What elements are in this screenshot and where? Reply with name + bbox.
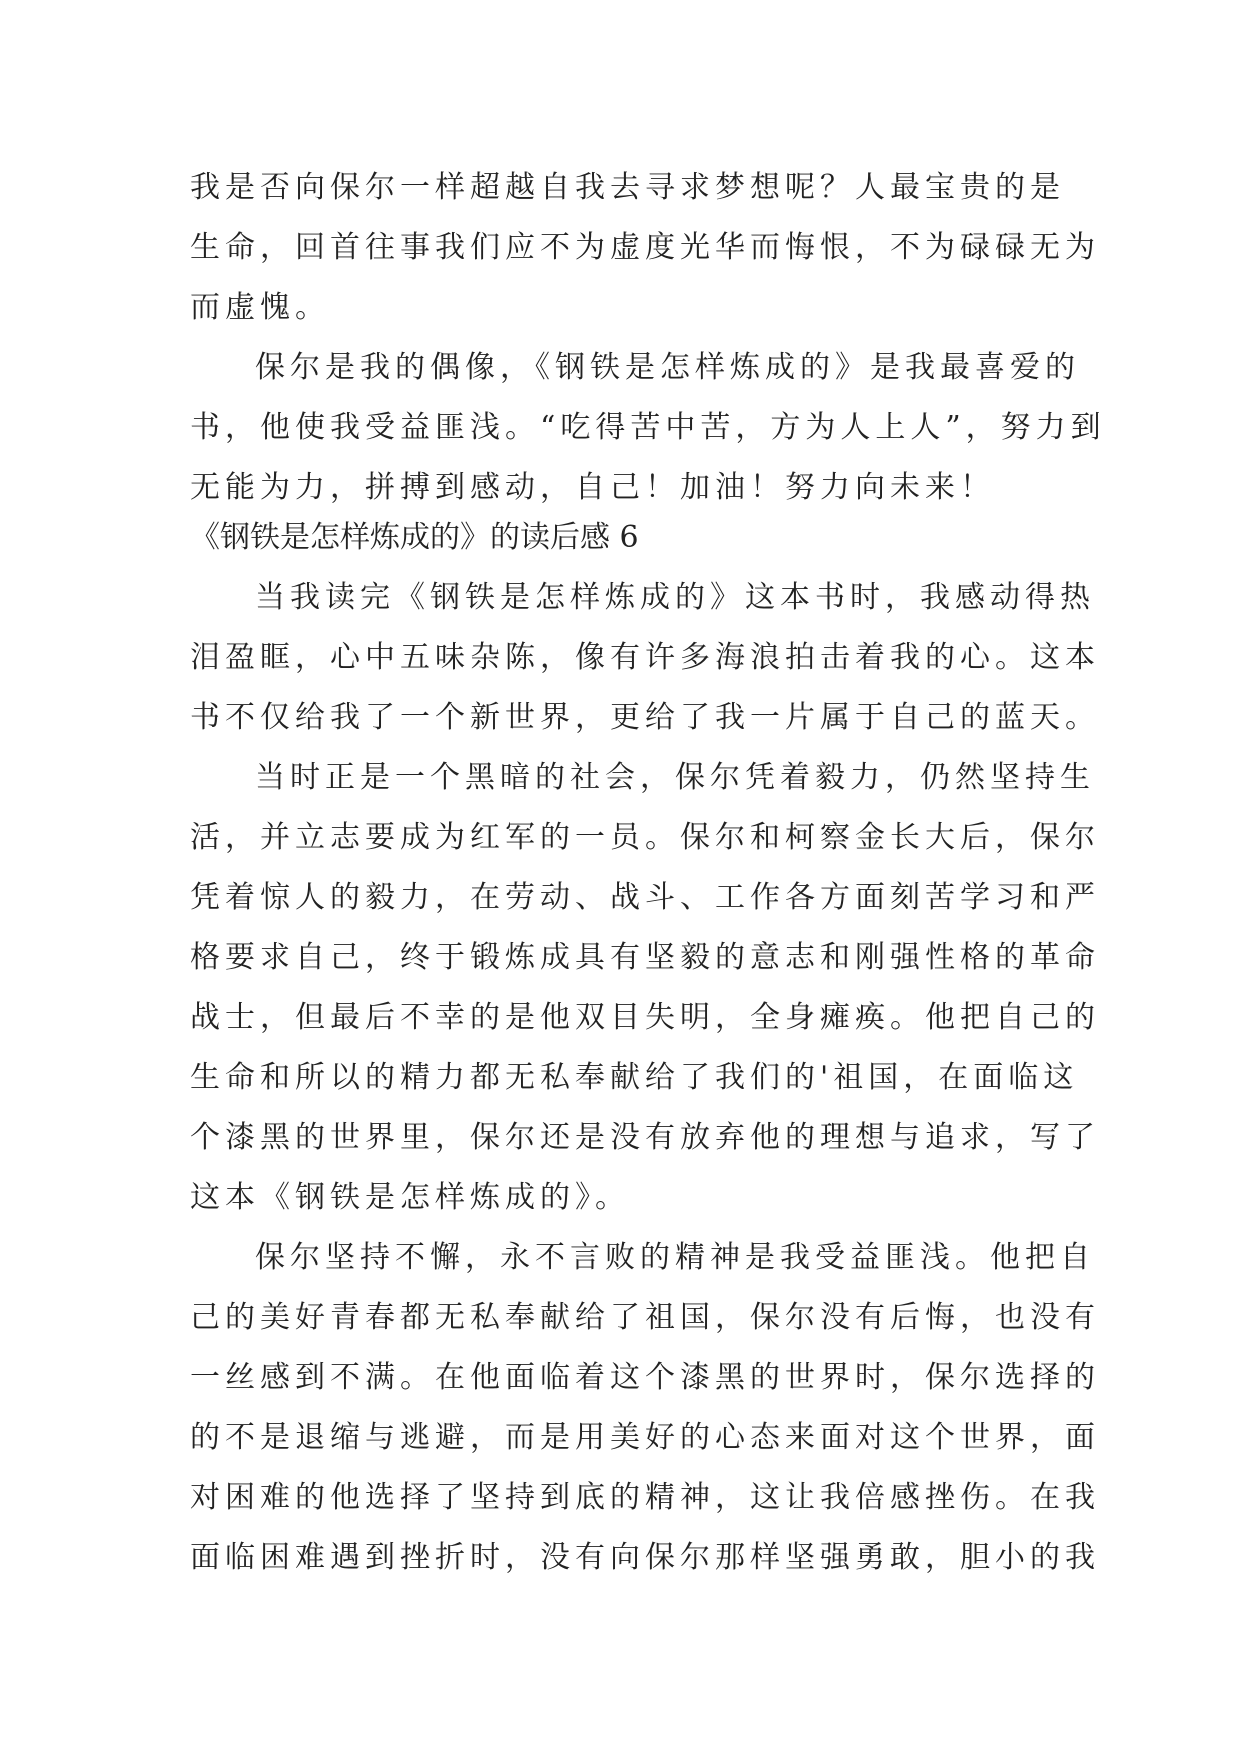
text-line: 无能为力，拼搏到感动，自己！加油！努力向未来！ xyxy=(190,470,995,505)
paragraph-first-line: 保尔坚持不懈，永不言败的精神是我受益匪浅。他把自 xyxy=(255,1240,1095,1275)
text-line: 活，并立志要成为红军的一员。保尔和柯察金长大后，保尔 xyxy=(190,820,1100,855)
text-line: 凭着惊人的毅力，在劳动、战斗、工作各方面刻苦学习和严 xyxy=(190,880,1100,915)
paragraph-first-line: 保尔是我的偶像，《钢铁是怎样炼成的》是我最喜爱的 xyxy=(255,350,1080,385)
text-line: 书，他使我受益匪浅。“吃得苦中苦，方为人上人”，努力到 xyxy=(190,410,1106,445)
text-line: 而虚愧。 xyxy=(190,290,330,325)
paragraph-first-line: 当我读完《钢铁是怎样炼成的》这本书时，我感动得热 xyxy=(255,580,1095,615)
paragraph-first-line: 当时正是一个黑暗的社会，保尔凭着毅力，仍然坚持生 xyxy=(255,760,1095,795)
text-line: 生命和所以的精力都无私奉献给了我们的'祖国，在面临这 xyxy=(190,1060,1079,1095)
text-line: 面临困难遇到挫折时，没有向保尔那样坚强勇敢，胆小的我 xyxy=(190,1540,1100,1575)
text-line: 这本《钢铁是怎样炼成的》。 xyxy=(190,1180,630,1215)
text-line: 格要求自己，终于锻炼成具有坚毅的意志和刚强性格的革命 xyxy=(190,940,1100,975)
text-line: 战士，但最后不幸的是他双目失明，全身瘫痪。他把自己的 xyxy=(190,1000,1100,1035)
section-heading: 《钢铁是怎样炼成的》的读后感 6 xyxy=(190,520,639,555)
text-line: 我是否向保尔一样超越自我去寻求梦想呢？人最宝贵的是 xyxy=(190,170,1065,205)
text-line: 书不仅给我了一个新世界，更给了我一片属于自己的蓝天。 xyxy=(190,700,1100,735)
text-line: 泪盈眶，心中五味杂陈，像有许多海浪拍击着我的心。这本 xyxy=(190,640,1100,675)
text-line: 生命，回首往事我们应不为虚度光华而悔恨，不为碌碌无为 xyxy=(190,230,1100,265)
text-line: 对困难的他选择了坚持到底的精神，这让我倍感挫伤。在我 xyxy=(190,1480,1100,1515)
text-line: 己的美好青春都无私奉献给了祖国，保尔没有后悔，也没有 xyxy=(190,1300,1100,1335)
text-line: 个漆黑的世界里，保尔还是没有放弃他的理想与追求，写了 xyxy=(190,1120,1100,1155)
text-line: 的不是退缩与逃避，而是用美好的心态来面对这个世界，面 xyxy=(190,1420,1100,1455)
text-line: 一丝感到不满。在他面临着这个漆黑的世界时，保尔选择的 xyxy=(190,1360,1100,1395)
